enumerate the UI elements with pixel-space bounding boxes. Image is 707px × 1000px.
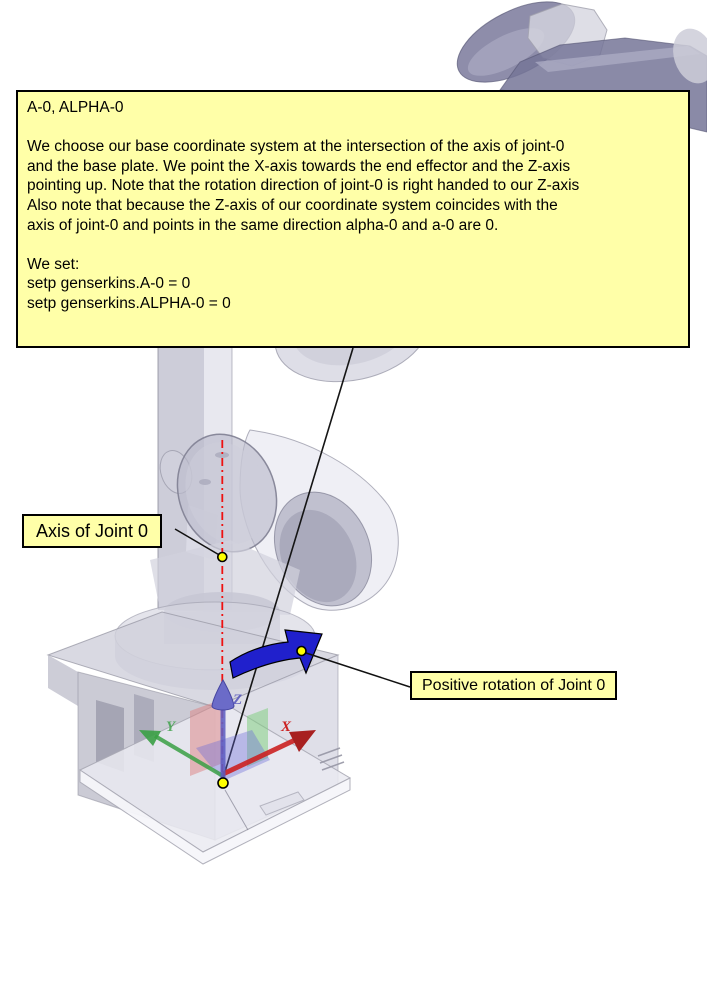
note-line: We set: <box>27 255 80 273</box>
note-box <box>16 90 690 348</box>
positive-rotation-label: Positive rotation of Joint 0 <box>410 671 617 700</box>
note-line <box>27 118 678 138</box>
y-axis-label: Y <box>166 719 176 735</box>
note-line: and the base plate. We point the X-axis towards the end effector and the Z-axis <box>27 157 571 175</box>
note-line: axis of joint-0 and points in the same direction alpha-0 and a-0 are 0. <box>27 216 499 234</box>
note-line: setp genserkins.ALPHA-0 = 0 <box>27 294 231 312</box>
note-title: A-0, ALPHA-0 <box>27 99 124 116</box>
note-line: We choose our base coordinate system at the intersection of the axis of joint-0 <box>27 138 565 156</box>
robot-shoulder <box>150 420 398 622</box>
rotation-marker-dot <box>297 647 306 656</box>
origin-marker-dot <box>218 778 228 788</box>
note-line: pointing up. Note that the rotation direction of joint-0 is right handed to our Z-axis <box>27 177 580 195</box>
x-axis-label: X <box>281 719 292 735</box>
disk-tab <box>199 479 211 485</box>
note-line: Also note that because the Z-axis of our coordinate system coincides with the <box>27 196 558 214</box>
note-line: setp genserkins.A-0 = 0 <box>27 275 191 293</box>
axis-marker-dot <box>218 553 227 562</box>
axis-of-joint0-label: Axis of Joint 0 <box>22 514 162 548</box>
z-axis-label: Z <box>233 692 243 708</box>
note-line <box>27 235 678 255</box>
